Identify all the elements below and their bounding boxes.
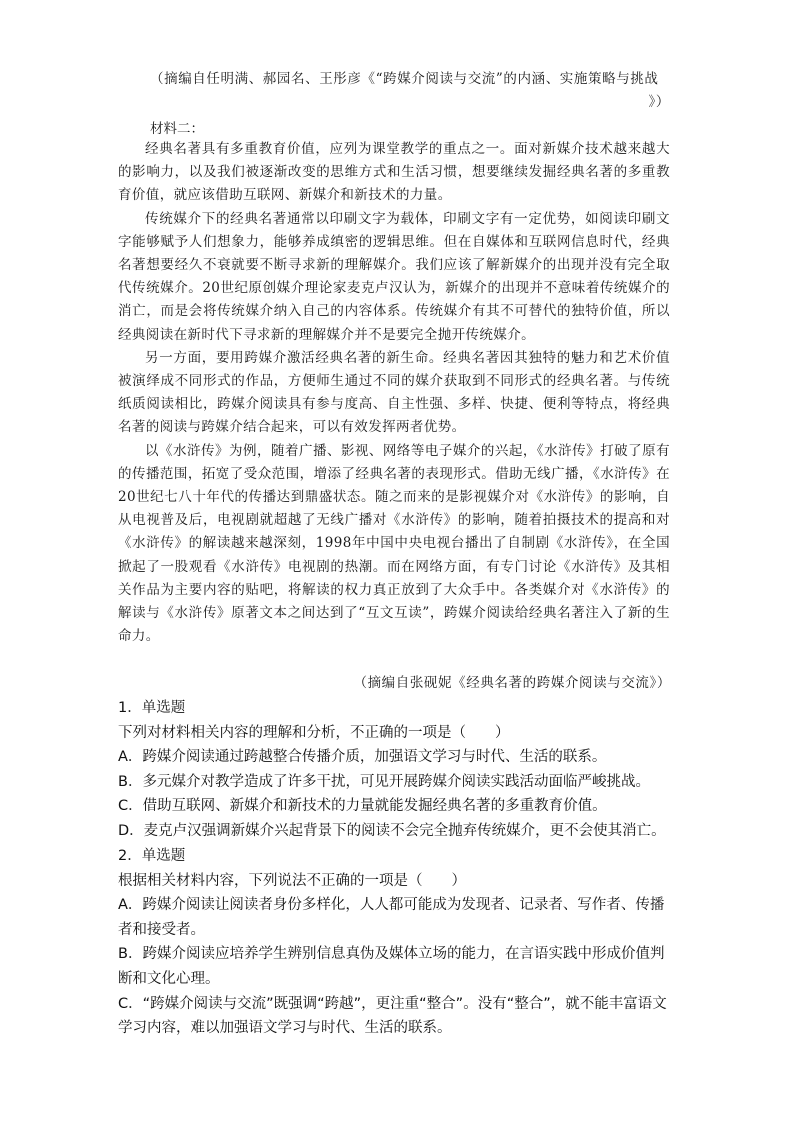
option-a[interactable]: A．跨媒介阅读让阅读者身份多样化，人人都可能成为发现者、记录者、写作者、传播者和接受者。 <box>118 897 665 938</box>
citation-line2: 》） <box>648 94 670 110</box>
question-type: 2．单选题 <box>118 848 186 864</box>
question-1 <box>118 696 678 844</box>
material2-title: 材料二： <box>150 121 204 137</box>
question-2 <box>118 844 678 1041</box>
question-type: 1．单选题 <box>118 700 186 716</box>
option-b[interactable]: B．跨媒介阅读应培养学生辨别信息真伪及媒体立场的能力，在言语实践中形成价值判断和文化心理。 <box>118 946 665 987</box>
material2-paragraph: 传统媒介下的经典名著通常以印刷文字为载体，印刷文字有一定优势，如阅读印刷文字能够赋予人们想象力，能够养成缜密的逻辑思维。但在自媒体和互联网信息时代，经典名著想要经久不衰就要不断寻求新的理解媒介。我们应该了解新媒介的出现并没有完全取代传统媒介。20世纪原创媒介理论家麦克卢汉认为，新媒介的出现并不意味着传统媒介的消亡，而是会将传统媒介纳入自己的内容体系。传统媒介有其不可替代的独特价值，所以经典阅读在新时代下寻求新的理解媒介并不是要完全抛开传统媒介。 <box>118 210 670 343</box>
option-b[interactable]: B．多元媒介对教学造成了许多干扰，可见开展跨媒介阅读实践活动面临严峻挑战。 <box>118 773 650 790</box>
option-d[interactable]: D．麦克卢汉强调新媒介兴起背景下的阅读不会完全抛弃传统媒介，更不会使其消亡。 <box>118 822 666 839</box>
question-stem: 根据相关材料内容，下列说法不正确的一项是（ ） <box>118 872 466 889</box>
question-stem: 下列对材料相关内容的理解和分析，不正确的一项是（ ） <box>118 724 510 741</box>
material2-paragraph: 以《水浒传》为例，随着广播、影视、网络等电子媒介的兴起，《水浒传》打破了原有的传播范围，拓宽了受众范围，增添了经典名著的表现形式。借助无线广播，《水浒传》在20世纪七八十年代的传播达到鼎盛状态。随之而来的是影视媒介对《水浒传》的影响，自从电视普及后，电视剧就超越了无线广播对《水浒传》的影响，随着拍摄技术的提高和对《水浒传》的解读越来越深刻，1998年中国中央电视台播出了自制剧《水浒传》，在全国掀起了一股观看《水浒传》电视剧的热潮。而在网络方面，有专门讨论《水浒传》及其相关作品为主要内容的贴吧，将解读的权力真正放到了大众手中。各类媒介对《水浒传》的解读与《水浒传》原著文本之间达到了“互文互读”，跨媒介阅读给经典名著注入了新的生命力。 <box>118 442 670 645</box>
citation-line1: （摘编自任明满、郝园名、王彤彦《“跨媒介阅读与交流”的内涵、实施策略与挑战 <box>150 71 659 87</box>
material2-paragraph: 经典名著具有多重教育价值，应列为课堂教学的重点之一。面对新媒介技术越来越大的影响力，以及我们被逐渐改变的思维方式和生活习惯，想要继续发掘经典名著的多重教育价值，就应该借助互联网、新媒介和新技术的力量。 <box>118 141 670 204</box>
material2-paragraph: 另一方面，要用跨媒介激活经典名著的新生命。经典名著因其独特的魅力和艺术价值被演绎成不同形式的作品，方便师生通过不同的媒介获取到不同形式的经典名著。与传统纸质阅读相比，跨媒介阅读具有参与度高、自主性强、多样、快捷、便利等特点，将经典名著的阅读与跨媒介结合起来，可以有效发挥两者优势。 <box>118 349 670 436</box>
option-c[interactable]: C．“跨媒介阅读与交流”既强调“跨越”，更注重“整合”。没有“整合”，就不能丰富语文学习内容，难以加强语文学习与时代、生活的联系。 <box>118 995 667 1037</box>
material2-citation: （摘编自张砚妮《经典名著的跨媒介阅读与交流》） <box>353 675 671 691</box>
material2-body <box>118 138 670 648</box>
option-c[interactable]: C．借助互联网、新媒介和新技术的力量就能发掘经典名著的多重教育价值。 <box>118 798 607 815</box>
option-a[interactable]: A．跨媒介阅读通过跨越整合传播介质，加强语文学习与时代、生活的联系。 <box>118 749 607 766</box>
material1-citation <box>150 68 670 114</box>
